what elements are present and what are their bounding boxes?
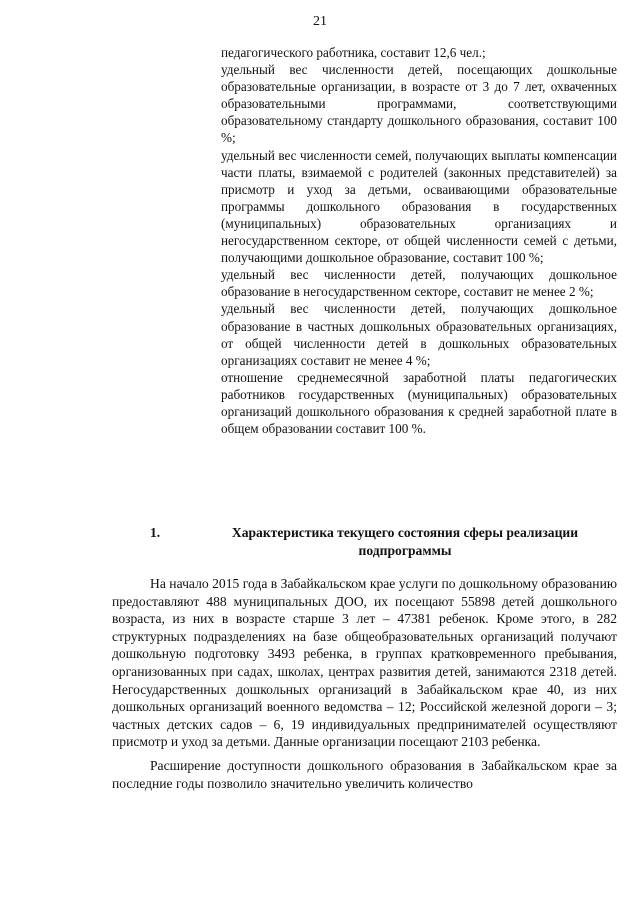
section-body [112,575,617,798]
target-item: удельный вес численности детей, получающих дошкольное образование в негосударственном секторе, составит не менее 2 %; [221,267,617,300]
target-item: удельный вес численности детей, получающих дошкольное образование в частных дошкольных образовательных организациях, от общей численности детей в дошкольных образовательных организациях составит не менее 4 %; [221,301,617,368]
body-paragraph: Расширение доступности дошкольного образования в Забайкальском крае за последние годы позволило значительно увеличить количество [112,757,617,791]
section-title [190,524,620,560]
targets-list [221,44,617,437]
section-title-line: подпрограммы [358,543,452,558]
page-number: 21 [313,14,327,29]
body-paragraph: На начало 2015 года в Забайкальском крае услуги по дошкольному образованию предоставляют 488 муниципальных ДОО, их посещают 55898 детей дошкольного возраста, из них в возрасте старше 3 лет – 47381 ребенок. Кроме этого, в 282 структурных подразделениях на базе общеобразовательных организаций получают дошкольную подготовку 3493 ребенка, в группах кратковременного пребывания, организованных при садах, школах, центрах развития детей, занимаются 2318 детей. Негосударственных дошкольных организаций в Забайкальском крае 40, из них дошкольных организаций военного ведомства – 12; Российской железной дороги – 3; частных детских садов – 6, 19 индивидуальных предпринимателей осуществляют присмотр и уход за детьми. Данные организации посещают 2103 ребенка. [112,576,617,750]
section-title-line: Характеристика текущего состояния сферы реализации [231,525,579,540]
target-item: отношение среднемесячной заработной платы педагогических работников государственных (муниципальных) образовательных организаций дошкольного образования к средней заработной плате в общем образовании составит 100 %. [221,369,617,437]
target-item: удельный вес численности детей, посещающих дошкольные образовательные организации, в возрасте от 3 до 7 лет, охваченных образовательными программами, соответствующими образовательному стандарту дошкольного образования, составит 100 %; [221,62,617,146]
target-item: удельный вес численности семей, получающих выплаты компенсации части платы, взимаемой с родителей (законных представителей) за присмотр и уход за детьми, осваивающими образовательные программы дошкольного образования в государственных (муниципальных) образовательных организациях и негосударственном секторе, от общей численности семей с детьми, получающими дошкольное образование, составит 100 %; [221,147,617,266]
target-item: педагогического работника, составит 12,6 чел.; [221,45,486,60]
section-number: 1. [150,525,161,540]
